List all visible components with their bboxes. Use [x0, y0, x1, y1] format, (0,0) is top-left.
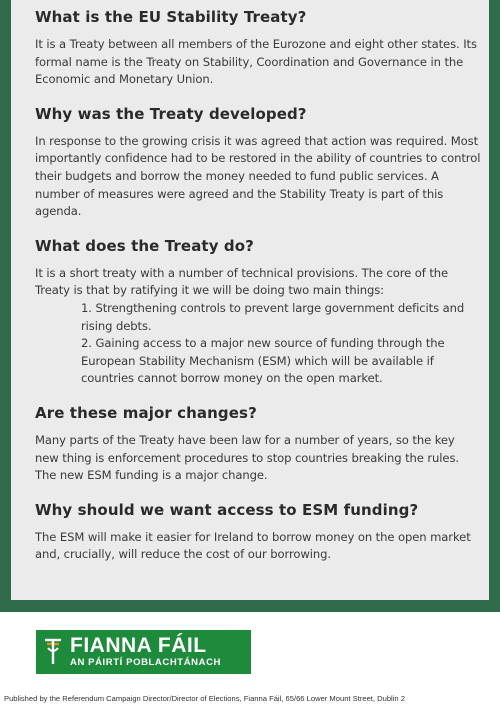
treaty-points-list — [35, 300, 481, 388]
logo-subtitle: AN PÁIRTÍ POBLACHTÁNACH — [70, 657, 222, 668]
section-body: Many parts of the Treaty have been law for a number of years, so the key new thing is enforcement procedures to stop countries breaking the rules. The new ESM funding is a major change. — [35, 432, 459, 483]
section-what-is — [35, 6, 481, 89]
content-column — [35, 6, 481, 564]
logo-text — [70, 635, 221, 669]
section-body: It is a short treaty with a number of technical provisions. The core of the Treaty is that by ratifying it we will be doing two main things: — [35, 265, 449, 298]
publisher-footer: Published by the Referendum Campaign Director/Director of Elections, Fianna Fáil, 65/66 Lower Mount Street, Dublin 2 — [4, 694, 405, 703]
fianna-fail-logo — [36, 630, 251, 674]
section-body: It is a Treaty between all members of the Eurozone and eight other states. Its formal name is the Treaty on Stability, Coordination and Governance in the Economic and Monetary Union. — [35, 37, 477, 87]
fianna-fail-emblem-icon — [36, 630, 70, 674]
section-major-changes — [35, 402, 481, 485]
section-what-does — [35, 235, 481, 388]
section-heading: What does the Treaty do? — [35, 236, 254, 255]
list-item: 1. Strengthening controls to prevent large government deficits and rising debts. — [81, 300, 465, 333]
content-panel — [11, 0, 489, 600]
section-body: In response to the growing crisis it was agreed that action was required. Most importantly confidence had to be restored in the ability of countries to control their budgets and borrow the money needed to fund public services. A number of measures were agreed and the Stability Treaty is part of this agenda. — [35, 133, 481, 219]
logo-name: FIANNA FÁIL — [70, 634, 207, 657]
list-item: 2. Gaining access to a major new source of funding through the European Stability Mechanism (ESM) which will be available if countries cannot borrow money on the open market. — [81, 336, 445, 386]
section-heading: What is the EU Stability Treaty? — [35, 8, 307, 26]
section-why-developed — [35, 103, 481, 221]
section-heading: Are these major changes? — [35, 403, 257, 422]
section-body: The ESM will make it easier for Ireland to borrow money on the open market and, crucially, will reduce the cost of our borrowing. — [35, 529, 471, 562]
section-esm-funding — [35, 499, 481, 564]
section-heading: Why was the Treaty developed? — [35, 104, 307, 123]
section-heading: Why should we want access to ESM funding? — [35, 500, 419, 519]
